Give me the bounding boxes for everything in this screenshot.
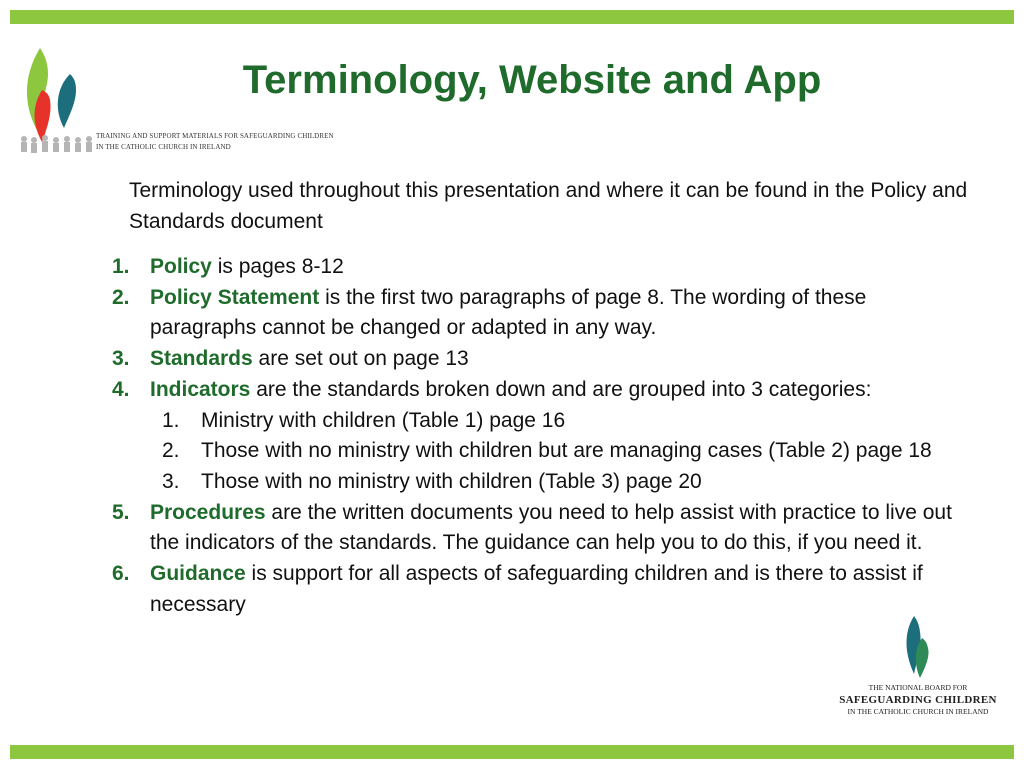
item-term: Guidance: [150, 562, 246, 586]
sub-item-text: Those with no ministry with children but are managing cases (Table 2) page 18: [201, 439, 932, 463]
item-number: 4.: [112, 377, 130, 401]
footer-logo-line-1: THE NATIONAL BOARD FOR: [868, 683, 968, 692]
sub-item-number: 3.: [162, 469, 180, 493]
item-text: is pages 8-12: [211, 255, 344, 278]
bottom-accent-bar: [10, 745, 1014, 759]
list-item-procedures: [112, 498, 962, 559]
sub-item-number: 2.: [162, 439, 180, 463]
list-item-standards: [112, 344, 962, 375]
item-text: are set out on page 13: [252, 347, 469, 371]
terminology-list: [112, 252, 962, 620]
list-item-policy: [112, 252, 962, 283]
item-number: 6.: [112, 562, 130, 586]
tagline-line-2: IN THE CATHOLIC CHURCH IN IRELAND: [96, 143, 231, 151]
sub-item-text: Those with no ministry with children (Table 3) page 20: [201, 469, 702, 493]
list-item-policy-statement: [112, 283, 962, 344]
tagline: [96, 131, 334, 153]
item-number: 5.: [112, 500, 130, 524]
item-term: Policy: [150, 255, 212, 278]
sub-list-item: [112, 406, 962, 437]
tagline-line-1: TRAINING AND SUPPORT MATERIALS FOR SAFEGUARDING CHILDREN: [96, 132, 334, 140]
flame-emblem-icon: [900, 614, 936, 682]
item-term: Standards: [150, 347, 253, 371]
item-term: Indicators: [150, 377, 251, 401]
intro-text: Terminology used throughout this presentation and where it can be found in the Policy and Standards document: [129, 179, 968, 233]
item-text: is the first two paragraphs of page 8. The wording of these paragraphs cannot be changed or adapted in any way.: [150, 285, 867, 340]
item-number: 2.: [112, 285, 130, 309]
item-text: are the written documents you need to help assist with practice to live out the indicators of the standards. The guidance can help you to do this, if you need it.: [150, 500, 952, 555]
sub-item-number: 1.: [162, 408, 180, 432]
footer-logo-line-3: IN THE CATHOLIC CHURCH IN IRELAND: [847, 707, 989, 716]
item-number: 1.: [112, 255, 130, 278]
footer-logo-line-2: SAFEGUARDING CHILDREN: [839, 694, 997, 706]
sub-list-item: [112, 467, 962, 498]
sub-list-item: [112, 436, 962, 467]
item-number: 3.: [112, 347, 130, 371]
item-text: is support for all aspects of safeguarding children and is there to assist if necessary: [150, 562, 923, 616]
item-term: Policy Statement: [150, 285, 320, 309]
item-term: Procedures: [150, 500, 266, 524]
slide-title: Terminology, Website and App: [242, 58, 822, 102]
list-item-indicators: [112, 375, 962, 498]
top-accent-bar: [10, 10, 1014, 24]
indicator-categories-list: [150, 406, 962, 498]
item-text: are the standards broken down and are grouped into 3 categories:: [250, 377, 872, 401]
footer-organisation-logo: [828, 683, 1008, 717]
list-item-guidance: [112, 559, 962, 620]
sub-item-text: Ministry with children (Table 1) page 16: [201, 408, 566, 432]
